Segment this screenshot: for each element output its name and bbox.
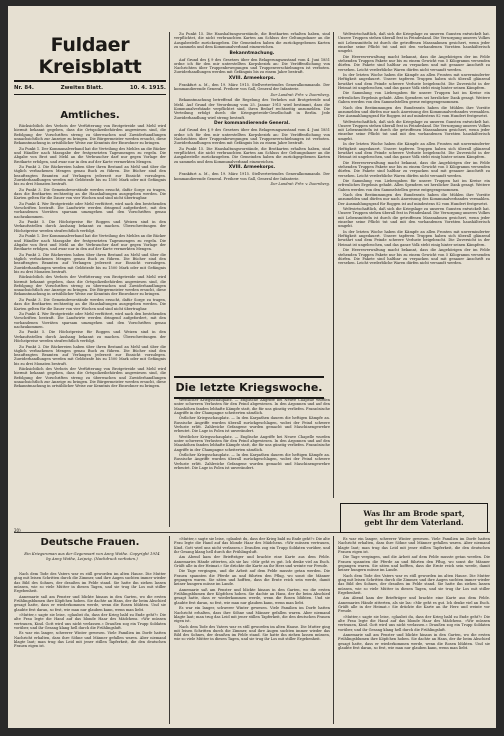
column-rule <box>333 32 334 498</box>
paragraph: Die Sammlung von Liebesgaben für unsere Truppen hat im Kreise ein erfreuliches Ergebnis gehabt. Allen Spendern sei herzlicher Dank gesagt. Weitere Gaben werden von den Sammelstellen gerne entgegengenommen. <box>338 179 490 192</box>
paragraph: Es war ein langer, schwerer Winter gewesen. Viele Familien im Dorfe hatten Nachricht erhalten, dass ihre Söhne und Männer gefallen waren. Aber niemand klagte laut; man trug das Leid mit jener stillen Tapferkeit, die den deutschen Frauen eigen ist. <box>174 606 330 624</box>
paragraph: Östlicher Kriegsschauplatz. — In den Karpathen dauern die heftigen Kämpfe an. Russische Angriffe wurden überall zurückgeschlagen, wobei der Feind schwere Verluste erlitt. Zahlreiche Gefangene wurden gemacht und Maschinengewehre erbeutet. Die Lage in Polen ist unverändert. <box>174 453 330 471</box>
paragraph: Rücksichtlich des Verbots der Verfütterung von Brotgetreide und Mehl wird hiermit bekannt gegeben, dass die Ortspolizeibehörden angewiesen sind, die Befolgung der Vorschriften streng zu überwachen und Zuwiderhandlungen unnachsichtlich zur Anzeige zu bringen. Die Bürgermeister werden ersucht, diese Bekanntmachung in ortsüblicher Weise zur Kenntnis der Einwohner zu bringen. <box>14 124 166 146</box>
section-heading-kriegswoche: Die letzte Kriegswoche. <box>174 376 324 399</box>
heading-armeekorps-2: XVIII. Armeekorps. <box>228 165 276 171</box>
paragraph: Nach dem Tode des Vaters war es still geworden im alten Hause. Die Mutter ging mit leisen Schritten durch die Zimmer, und ihre Augen suchten immer wieder das Bild des Sohnes, der draußen im Felde stand. Sie hatte ihn ziehen lassen müssen, wie so viele Mütter in diesen Tagen, und sie trug ihr Los mit stiller Ergebenheit. <box>14 572 166 594</box>
issue-number: Nr. 84. <box>14 85 34 91</box>
feuilleton-col-2 <box>174 537 330 724</box>
masthead <box>14 34 166 106</box>
newspaper-title: Fuldaer Kreisblatt <box>14 34 166 82</box>
issue-date: 10. 4. 1915. <box>129 85 166 91</box>
paragraph: Nach den Bestimmungen des Bundesrats haben die Mühlen ihre Vorräte anzumelden und dürfen nur nach Anweisung des Kommunalverbandes vermahlen. Der Ausmahlungsgrad für Roggen ist auf mindestens 82 vom Hundert festgesetzt. <box>338 105 490 119</box>
issue-edition: Zweites Blatt. <box>60 85 104 91</box>
column-1-text <box>14 124 166 526</box>
slogan-line-1: Was Ihr am Brode spart, <box>363 509 465 518</box>
paragraph: »Mutter,« sagte sie leise, »glaubst du, dass der Krieg bald zu Ende geht?« Die alte Frau legte die Hand auf das blonde Haar des Mädchens. »Wir müssen vertrauen, Kind. Gott wird uns nicht verlassen.« Draußen zog ein Trupp Soldaten vorüber, und ihr Gesang klang hell durch die Frühlingsluft. <box>174 537 330 554</box>
paragraph: Zu Punkt 15. Die Haushaltungsvorstände, die Brotkarten erhalten haben, sind verpflichtet, die nicht verbrauchten Karten am Schluss der Geltungsdauer an die Ausgabestelle zurückzugeben. Die Gemeinden haben die zurückgegebenen Karten zu sammeln und dem Kommunalverband einzureichen. <box>174 146 330 164</box>
masthead-meta <box>14 85 166 95</box>
slogan-line-2: gebt Ihr dem Vaterland. <box>364 518 464 527</box>
signature: Der Landrat: Frhr. v. Doernberg. <box>270 92 330 97</box>
paragraph: Die Heeresverwaltung macht bekannt, dass die Angehörigen der im Felde stehenden Truppen Pakete nur bis zu einem Gewicht von 5 Kilogramm versenden dürfen. Die Pakete sind haltbar zu verpacken und mit genauer Anschrift zu versehen. Leicht verderbliche Waren dürfen nicht versandt werden. <box>338 160 490 178</box>
paragraph: Nach den Bestimmungen des Bundesrats haben die Mühlen ihre Vorräte anzumelden und dürfen nur nach Anweisung des Kommunalverbandes vermahlen. Der Ausmahlungsgrad für Roggen ist auf mindestens 82 vom Hundert festgesetzt. <box>338 193 490 206</box>
paragraph: Zu Punkt 2. Die Bäckereien haben über ihren Bestand an Mehl und über die täglich verbackenen Mengen genau Buch zu führen. Die Bücher sind den beauftragten Beamten auf Verlangen jederzeit zur Einsicht vorzulegen. Zuwiderhandlungen werden mit Geldstrafe bis zu 1500 Mark oder mit Gefängnis bis zu drei Monaten bestraft. <box>14 252 166 274</box>
feuilleton-col-1 <box>14 572 166 724</box>
heading-kommandierende: Der kommandierende General. <box>214 121 290 127</box>
paragraph: Die Heeresverwaltung macht bekannt, dass die Angehörigen der im Felde stehenden Truppen Pakete nur bis zu einem Gewicht von 5 Kilogramm versenden dürfen. Die Pakete sind haltbar zu verpacken und mit genauer Anschrift zu versehen. Leicht verderbliche Waren dürfen nicht versandt werden. <box>338 248 490 266</box>
paragraph: Zu Punkt 2. Die Bäckereien haben über ihren Bestand an Mehl und über die täglich verbackenen Mengen genau Buch zu führen. Die Bücher sind den beauftragten Beamten auf Verlangen jederzeit zur Einsicht vorzulegen. Zuwiderhandlungen werden mit Geldstrafe bis zu 1500 Mark oder mit Gefängnis bis zu drei Monaten bestraft. <box>14 165 166 187</box>
paragraph: Zu Punkt 4. Wer Brotgetreide oder Mehl verfüttert, wird nach den bestehenden Vorschriften bestraft. Die Landwirte werden dringend aufgefordert, mit den vorhandenen Vorräten sparsam umzugehen und den Vorschriften genau nachzukommen. <box>14 312 166 329</box>
paragraph: Weltwirtschaftlich, daß sich die Kriegslage zu unseren Gunsten entwickelt hat. Unsere Truppen stehen überall fest in Feindesland. Die Versorgung unseres Volkes mit Lebensmitteln ist durch die getroffenen Massnahmen gesichert, wenn jeder einzelne seine Pflicht tut und mit den vorhandenen Vorräten haushälterisch umgeht. <box>338 119 490 141</box>
novel-subtitle: Ein Kriegsroman aus der Gegenwart von Anny Wothe. Copyright 1914 by Anny Wothe, Leipzig. (Nachdruck verboten.) <box>24 551 160 561</box>
paragraph: Weltwirtschaftlich, daß sich die Kriegslage zu unseren Gunsten entwickelt hat. Unsere Truppen stehen überall fest in Feindesland. Die Versorgung unseres Volkes mit Lebensmitteln ist durch die getroffenen Massnahmen gesichert, wenn jeder einzelne seine Pflicht tut und mit den vorhandenen Vorräten haushälterisch umgeht. <box>338 32 490 54</box>
paragraph: Die Sammlung von Liebesgaben für unsere Truppen hat im Kreise ein erfreuliches Ergebnis gehabt. Allen Spendern sei herzlicher Dank gesagt. Weitere Gaben werden von den Sammelstellen gerne entgegengenommen. <box>338 91 490 105</box>
section-heading-frauen: Deutsche Frauen. <box>40 537 140 548</box>
paragraph: Es war ein langer, schwerer Winter gewesen. Viele Familien im Dorfe hatten Nachricht erhalten, dass ihre Söhne und Männer gefallen waren. Aber niemand klagte laut; man trug das Leid mit jener stillen Tapferkeit, die den deutschen Frauen eigen ist. <box>338 537 490 554</box>
paragraph: Zu Punkt 1. Der Kommunalverband hat die Verteilung des Mehles an die Bäcker und Händler nach Massgabe der festgesetzten Tagesmengen zu regeln. Die Abgabe von Brot und Mehl an die Verbraucher darf nur gegen Vorlage der Brotkarte erfolgen, und zwar nur in den auf der Karte vermerkten Mengen. <box>14 146 166 164</box>
paragraph: Zu Punkt 5. Die Höchstpreise für Roggen und Weizen sind in den Verkaufsstellen durch Aushang bekannt zu machen. Überschreitungen der Höchstpreise werden strafrechtlich verfolgt. <box>14 330 166 344</box>
paragraph: Westlicher Kriegsschauplatz. — Englische Angriffe bei Neuve Chapelle wurden unter schweren Verlusten für den Feind abgewiesen. In den Argonnen und auf den Maashöhen fanden lebhafte Kämpfe statt, die für uns günstig verliefen. Französische Angriffe in der Champagne scheiterten sämtlich. <box>174 434 330 452</box>
paragraph: Weltwirtschaftlich, daß sich die Kriegslage zu unseren Gunsten entwickelt hat. Unsere Truppen stehen überall fest in Feindesland. Die Versorgung unseres Volkes mit Lebensmitteln ist durch die getroffenen Massnahmen gesichert, wenn jeder einzelne seine Pflicht tut und mit den vorhandenen Vorräten haushälterisch umgeht. <box>338 207 490 229</box>
paragraph: Frankfurt a. M., den 19. März 1915. Stellvertretendes Generalkommando. Der kommandierende General. Freiherr von Gall, General der Infanterie. <box>174 172 330 181</box>
column-3-text <box>338 32 490 496</box>
serial-number: 20) <box>14 528 21 533</box>
column-rule <box>169 32 170 527</box>
slogan-box <box>340 503 488 533</box>
paragraph: In der letzten Woche haben die Kämpfe an allen Fronten mit unverminderter Heftigkeit angedauert. Unsere tapferen Truppen haben sich überall glänzend bewährt und dem Feinde schwere Verluste beigebracht. Die Zuversicht in der Heimat ist ungebrochen, und das ganze Volk steht einig hinter seinen Kämpfern. <box>338 229 490 247</box>
paragraph: Die Tage vergingen, und die Arbeit auf dem Felde musste getan werden. Die Frauen spannten die Pferde an und führten den Pflug, wo sonst die Männer gegangen waren. Sie säten und hofften, dass die Ernte reich sein werde, damit keiner hungern müsse im Lande. <box>174 569 330 587</box>
paragraph: Zu Punkt 5. Die Höchstpreise für Roggen und Weizen sind in den Verkaufsstellen durch Aushang bekannt zu machen. Überschreitungen der Höchstpreise werden strafrechtlich verfolgt. <box>14 220 166 233</box>
column-rule <box>169 536 170 724</box>
paragraph: Annemarie saß am Fenster und blickte hinaus in den Garten, wo die ersten Frühlingsblumen ihre Köpfchen hoben. Sie dachte an Hans, der ihr beim Abschied gesagt hatte, dass er wiederkommen werde, wenn die Rosen blühten. Und sie glaubte fest daran, so fest, wie man nur glauben kann, wenn man liebt. <box>174 587 330 605</box>
paragraph: Rücksichtlich des Verbots der Verfütterung von Brotgetreide und Mehl wird hiermit bekannt gegeben, dass die Ortspolizeibehörden angewiesen sind, die Befolgung der Vorschriften streng zu überwachen und Zuwiderhandlungen unnachsichtlich zur Anzeige zu bringen. Die Bürgermeister werden ersucht, diese Bekanntmachung in ortsüblicher Weise zur Kenntnis der Einwohner zu bringen. <box>14 367 166 389</box>
paragraph: Zu Punkt 3. Die Gemeindevorstände werden ersucht, dafür Sorge zu tragen, dass die Brotkarten rechtzeitig an die Haushaltungen ausgegeben werden. Die Karten gelten für die Dauer von vier Wochen und sind nicht übertragbar. <box>14 187 166 201</box>
paragraph: Frankfurt a. M., den 19. März 1915. Stellvertretendes Generalkommando. Der kommandierende General. Freiherr von Gall, General der Infanterie. <box>174 83 330 92</box>
paragraph: Zu Punkt 3. Die Gemeindevorstände werden ersucht, dafür Sorge zu tragen, dass die Brotkarten rechtzeitig an die Haushaltungen ausgegeben werden. Die Karten gelten für die Dauer von vier Wochen und sind nicht übertragbar. <box>14 297 166 311</box>
paragraph: Auf Grund des § 9 des Gesetzes über den Belagerungszustand vom 4. Juni 1851 ordne ich für den mir unterstellten Korpsbezirk an: Die Veröffentlichung von Nachrichten über Truppenbewegungen und Truppenverschiebungen ist verboten. Zuwiderhandlungen werden mit Gefängnis bis zu einem Jahre bestraft. <box>174 57 330 75</box>
paragraph: Es war ein langer, schwerer Winter gewesen. Viele Familien im Dorfe hatten Nachricht erhalten, dass ihre Söhne und Männer gefallen waren. Aber niemand klagte laut; man trug das Leid mit jener stillen Tapferkeit, die den deutschen Frauen eigen ist. <box>14 631 166 649</box>
paragraph: »Mutter,« sagte sie leise, »glaubst du, dass der Krieg bald zu Ende geht?« Die alte Frau legte die Hand auf das blonde Haar des Mädchens. »Wir müssen vertrauen, Kind. Gott wird uns nicht verlassen.« Draußen zog ein Trupp Soldaten vorüber, und ihr Gesang klang hell durch die Frühlingsluft. <box>14 613 166 630</box>
heading-armeekorps: XVIII. Armeekorps. <box>228 76 276 82</box>
paragraph: Auf Grund des § 9 des Gesetzes über den Belagerungszustand vom 4. Juni 1851 ordne ich für den mir unterstellten Korpsbezirk an: Die Veröffentlichung von Nachrichten über Truppenbewegungen und Truppenverschiebungen ist verboten. Zuwiderhandlungen werden mit Gefängnis bis zu einem Jahre bestraft. <box>174 128 330 146</box>
newspaper-page <box>8 6 496 728</box>
paragraph: Zu Punkt 15. Die Haushaltungsvorstände, die Brotkarten erhalten haben, sind verpflichtet, die nicht verbrauchten Karten am Schluss der Geltungsdauer an die Ausgabestelle zurückzugeben. Die Gemeinden haben die zurückgegebenen Karten zu sammeln und dem Kommunalverband einzureichen. <box>174 32 330 49</box>
paragraph: Annemarie saß am Fenster und blickte hinaus in den Garten, wo die ersten Frühlingsblumen ihre Köpfchen hoben. Sie dachte an Hans, der ihr beim Abschied gesagt hatte, dass er wiederkommen werde, wenn die Rosen blühten. Und sie glaubte fest daran, so fest, wie man nur glauben kann, wenn man liebt. <box>14 594 166 612</box>
paragraph: In der letzten Woche haben die Kämpfe an allen Fronten mit unverminderter Heftigkeit angedauert. Unsere tapferen Truppen haben sich überall glänzend bewährt und dem Feinde schwere Verluste beigebracht. Die Zuversicht in der Heimat ist ungebrochen, und das ganze Volk steht einig hinter seinen Kämpfern. <box>338 142 490 160</box>
paragraph: Nach dem Tode des Vaters war es still geworden im alten Hause. Die Mutter ging mit leisen Schritten durch die Zimmer, und ihre Augen suchten immer wieder das Bild des Sohnes, der draußen im Felde stand. Sie hatte ihn ziehen lassen müssen, wie so viele Mütter in diesen Tagen, und sie trug ihr Los mit stiller Ergebenheit. <box>338 573 490 595</box>
paragraph: In der letzten Woche haben die Kämpfe an allen Fronten mit unverminderter Heftigkeit angedauert. Unsere tapferen Truppen haben sich überall glänzend bewährt und dem Feinde schwere Verluste beigebracht. Die Zuversicht in der Heimat ist ungebrochen, und das ganze Volk steht einig hinter seinen Kämpfern. <box>338 73 490 90</box>
paragraph: Am Abend kam der Briefträger und brachte eine Karte aus dem Felde. Annemaries Hände zitterten, als sie las: »Mir geht es gut. Ich denke viel an Euch. Grüßt alle in der Heimat.« Sie drückte die Karte an ihr Herz und weinte vor Freude. <box>174 555 330 568</box>
paragraph: Zu Punkt 4. Wer Brotgetreide oder Mehl verfüttert, wird nach den bestehenden Vorschriften bestraft. Die Landwirte werden dringend aufgefordert, mit den vorhandenen Vorräten sparsam umzugehen und den Vorschriften genau nachzukommen. <box>14 201 166 219</box>
paragraph: Die Tage vergingen, und die Arbeit auf dem Felde musste getan werden. Die Frauen spannten die Pferde an und führten den Pflug, wo sonst die Männer gegangen waren. Sie säten und hofften, dass die Ernte reich sein werde, damit keiner hungern müsse im Lande. <box>338 555 490 573</box>
paragraph: Am Abend kam der Briefträger und brachte eine Karte aus dem Felde. Annemaries Hände zitterten, als sie las: »Mir geht es gut. Ich denke viel an Euch. Grüßt alle in der Heimat.« Sie drückte die Karte an ihr Herz und weinte vor Freude. <box>338 596 490 614</box>
column-2-war-text <box>174 398 330 528</box>
paragraph: Die Heeresverwaltung macht bekannt, dass die Angehörigen der im Felde stehenden Truppen Pakete nur bis zu einem Gewicht von 5 Kilogramm versenden dürfen. Die Pakete sind haltbar zu verpacken und mit genauer Anschrift zu versehen. Leicht verderbliche Waren dürfen nicht versandt werden. <box>338 54 490 72</box>
feuilleton-col-3 <box>338 537 490 724</box>
paragraph: Zu Punkt 2. Die Bäckereien haben über ihren Bestand an Mehl und über die täglich verbackenen Mengen genau Buch zu führen. Die Bücher sind den beauftragten Beamten auf Verlangen jederzeit zur Einsicht vorzulegen. Zuwiderhandlungen werden mit Geldstrafe bis zu 1500 Mark oder mit Gefängnis bis zu drei Monaten bestraft. <box>14 344 166 366</box>
paragraph: Bekanntmachung betreffend die Regelung des Verkehrs mit Brotgetreide und Mehl. Auf Grund der Verordnung vom 25. Januar 1915 wird bestimmt, dass die Kommunalverbände verpflichtet sind, ihren Bedarf rechtzeitig anzumelden. Die Verteilung erfolgt durch die Kriegsgetreide-Gesellschaft in Berlin. Jede Zuwiderhandlung wird streng bestraft. <box>174 98 330 120</box>
signature: Der Landrat: Frhr. v. Doernberg. <box>270 182 330 187</box>
paragraph: Nach dem Tode des Vaters war es still geworden im alten Hause. Die Mutter ging mit leisen Schritten durch die Zimmer, und ihre Augen suchten immer wieder das Bild des Sohnes, der draußen im Felde stand. Sie hatte ihn ziehen lassen müssen, wie so viele Mütter in diesen Tagen, und sie trug ihr Los mit stiller Ergebenheit. <box>174 624 330 642</box>
column-2-text <box>174 32 330 372</box>
section-heading-amtliches: Amtliches. <box>60 110 120 121</box>
column-rule <box>333 536 334 724</box>
paragraph: »Mutter,« sagte sie leise, »glaubst du, dass der Krieg bald zu Ende geht?« Die alte Frau legte die Hand auf das blonde Haar des Mädchens. »Wir müssen vertrauen, Kind. Gott wird uns nicht verlassen.« Draußen zog ein Trupp Soldaten vorüber, und ihr Gesang klang hell durch die Frühlingsluft. <box>338 614 490 632</box>
paragraph: Östlicher Kriegsschauplatz. — In den Karpathen dauern die heftigen Kämpfe an. Russische Angriffe wurden überall zurückgeschlagen, wobei der Feind schwere Verluste erlitt. Zahlreiche Gefangene wurden gemacht und Maschinengewehre erbeutet. Die Lage in Polen ist unverändert. <box>174 416 330 434</box>
paragraph: Rücksichtlich des Verbots der Verfütterung von Brotgetreide und Mehl wird hiermit bekannt gegeben, dass die Ortspolizeibehörden angewiesen sind, die Befolgung der Vorschriften streng zu überwachen und Zuwiderhandlungen unnachsichtlich zur Anzeige zu bringen. Die Bürgermeister werden ersucht, diese Bekanntmachung in ortsüblicher Weise zur Kenntnis der Einwohner zu bringen. <box>14 275 166 297</box>
paragraph: Zu Punkt 1. Der Kommunalverband hat die Verteilung des Mehles an die Bäcker und Händler nach Massgabe der festgesetzten Tagesmengen zu regeln. Die Abgabe von Brot und Mehl an die Verbraucher darf nur gegen Vorlage der Brotkarte erfolgen, und zwar nur in den auf der Karte vermerkten Mengen. <box>14 234 166 252</box>
paragraph: Annemarie saß am Fenster und blickte hinaus in den Garten, wo die ersten Frühlingsblumen ihre Köpfchen hoben. Sie dachte an Hans, der ihr beim Abschied gesagt hatte, dass er wiederkommen werde, wenn die Rosen blühten. Und sie glaubte fest daran, so fest, wie man nur glauben kann, wenn man liebt. <box>338 633 490 651</box>
paragraph: Westlicher Kriegsschauplatz. — Englische Angriffe bei Neuve Chapelle wurden unter schweren Verlusten für den Feind abgewiesen. In den Argonnen und auf den Maashöhen fanden lebhafte Kämpfe statt, die für uns günstig verliefen. Französische Angriffe in der Champagne scheiterten sämtlich. <box>174 398 330 415</box>
heading-bekanntmachung: Bekanntmachung. <box>229 50 275 56</box>
